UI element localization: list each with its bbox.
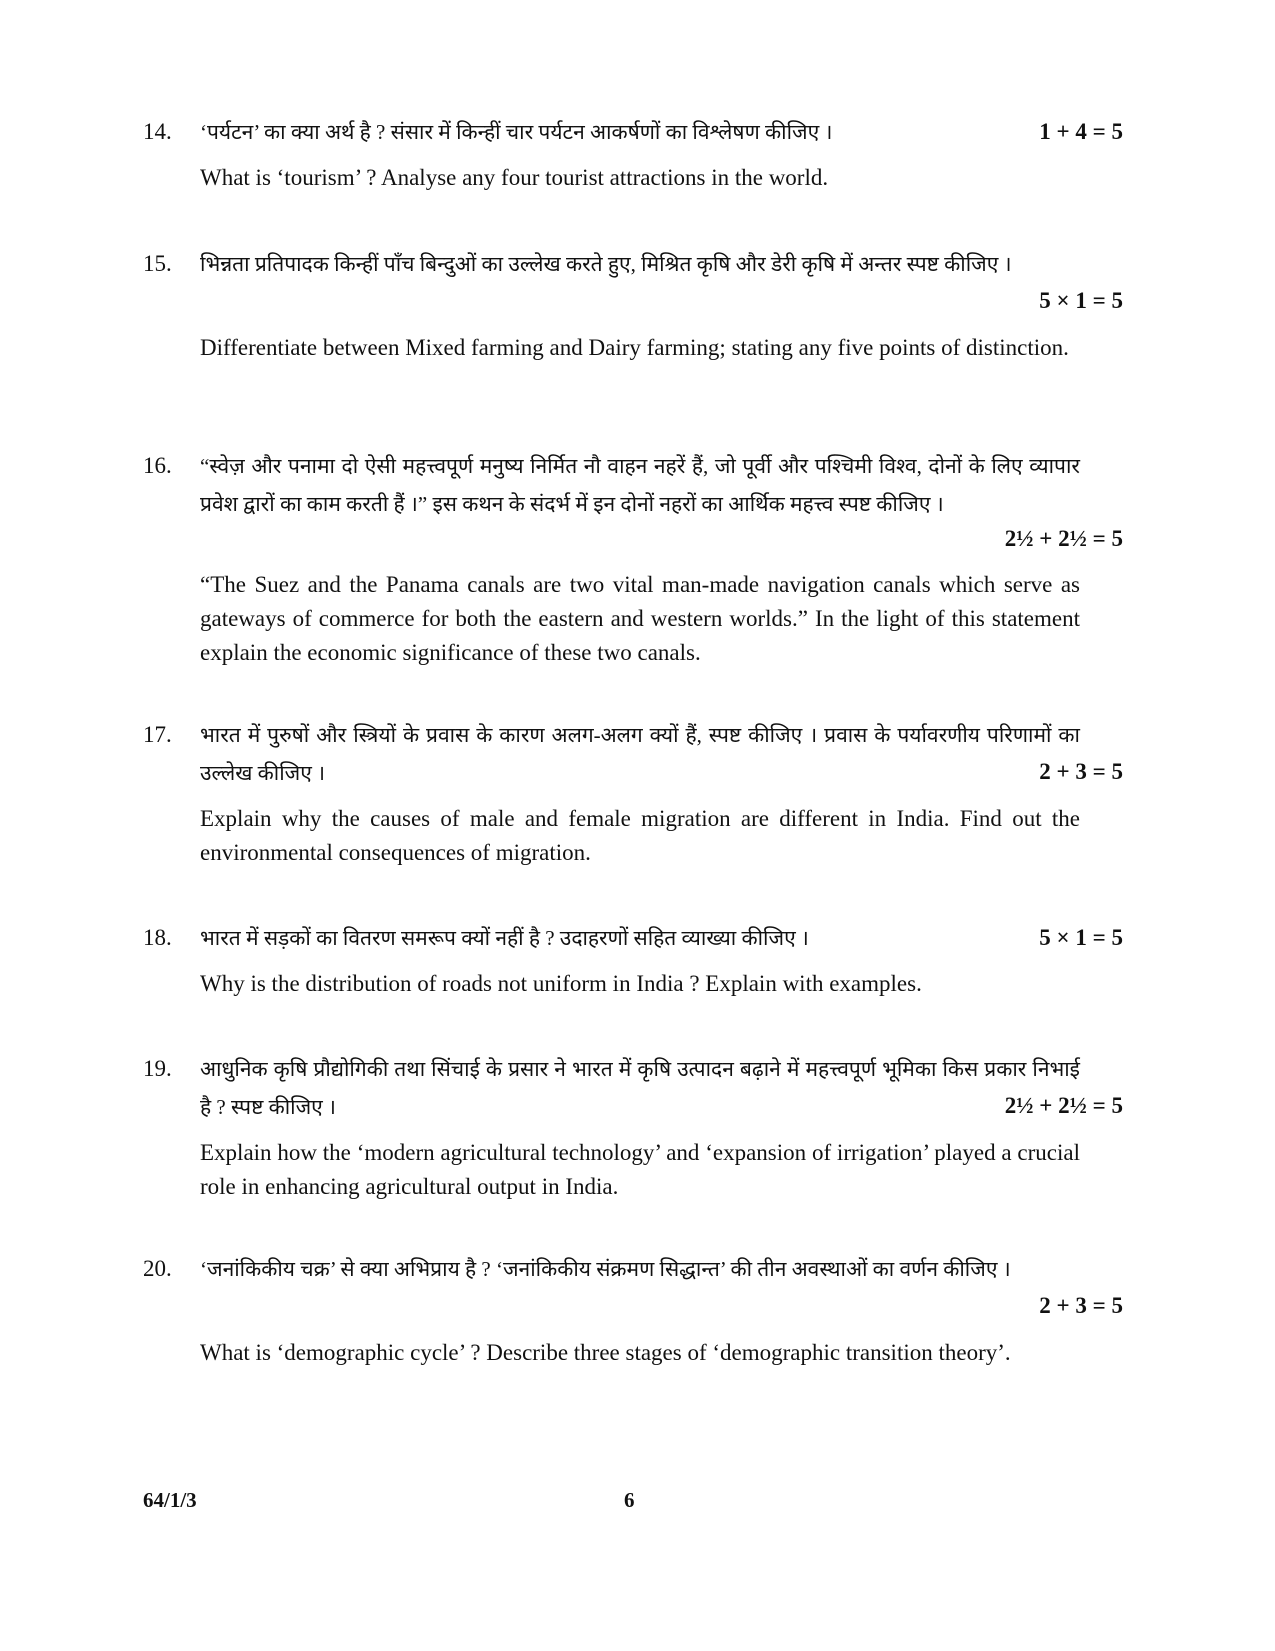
question-text-english: Explain how the ‘modern agricultural technology’ and ‘expansion of irrigation’ played a crucial role in enhancing agricultural output in India. [200,1140,1080,1199]
question-marks: 1 + 4 = 5 [1039,119,1123,144]
question-number: 19. [143,1056,172,1081]
question-text-hindi: “स्वेज़ और पनामा दो ऐसी महत्त्वपूर्ण मनुष्य निर्मित नौ वाहन नहरें हैं, जो पूर्वी और पश्चिमी विश्व, दोनों के लिए व्यापार प्रवेश द्वारों का काम करती हैं ।” इस कथन के संदर्भ में इन दोनों नहरों का आर्थिक महत्त्व स्पष्ट कीजिए । [200,454,1080,516]
question-text-english: Why is the distribution of roads not uniform in India ? Explain with examples. [200,971,922,996]
question-text-english: What is ‘tourism’ ? Analyse any four tourist attractions in the world. [200,165,829,190]
question-text-hindi: ‘जनांकिकीय चक्र’ से क्या अभिप्राय है ? ‘जनांकिकीय संक्रमण सिद्धान्त’ की तीन अवस्थाओं का वर्णन कीजिए । [200,1257,1011,1281]
question-marks: 2 + 3 = 5 [1039,759,1123,784]
page-number: 6 [624,1488,635,1512]
question-text-hindi: ‘पर्यटन’ का क्या अर्थ है ? संसार में किन्हीं चार पर्यटन आकर्षणों का विश्लेषण कीजिए । [200,120,833,144]
question-marks: 2½ + 2½ = 5 [1004,1093,1123,1118]
question-number: 15. [143,251,172,276]
question-number: 20. [143,1256,172,1281]
question-marks: 5 × 1 = 5 [1039,925,1123,950]
question-text-hindi: भारत में सड़कों का वितरण समरूप क्यों नहीं है ? उदाहरणों सहित व्याख्या कीजिए । [200,926,809,950]
question-number: 18. [143,925,172,950]
question-marks: 5 × 1 = 5 [1039,288,1123,313]
question-text-english: Differentiate between Mixed farming and Dairy farming; stating any five points of distinction. [200,335,1069,360]
question-marks: 2 + 3 = 5 [1039,1293,1123,1318]
question-number: 16. [143,453,172,478]
question-text-hindi: भिन्नता प्रतिपादक किन्हीं पाँच बिन्दुओं का उल्लेख करते हुए, मिश्रित कृषि और डेरी कृषि में अन्तर स्पष्ट कीजिए । [200,252,1012,276]
question-text-english: Explain why the causes of male and female migration are different in India. Find out the environmental consequences of migration. [200,806,1080,865]
question-text-english: What is ‘demographic cycle’ ? Describe three stages of ‘demographic transition theory’. [200,1340,1011,1365]
question-marks: 2½ + 2½ = 5 [1004,526,1123,551]
question-text-hindi: भारत में पुरुषों और स्त्रियों के प्रवास के कारण अलग-अलग क्यों हैं, स्पष्ट कीजिए । प्रवास के पर्यावरणीय परिणामों का उल्लेख कीजिए । [200,723,1080,785]
paper-code: 64/1/3 [143,1488,197,1512]
question-number: 17. [143,722,172,747]
question-text-hindi: आधुनिक कृषि प्रौद्योगिकी तथा सिंचाई के प्रसार ने भारत में कृषि उत्पादन बढ़ाने में महत्त्वपूर्ण भूमिका किस प्रकार निभाई है ? स्पष्ट कीजिए । [200,1057,1080,1119]
question-number: 14. [143,119,172,144]
question-text-english: “The Suez and the Panama canals are two vital man-made navigation canals which serve as gateways of commerce for both the eastern and western worlds.” In the light of this statement explain the economic significance of these two canals. [200,572,1080,665]
